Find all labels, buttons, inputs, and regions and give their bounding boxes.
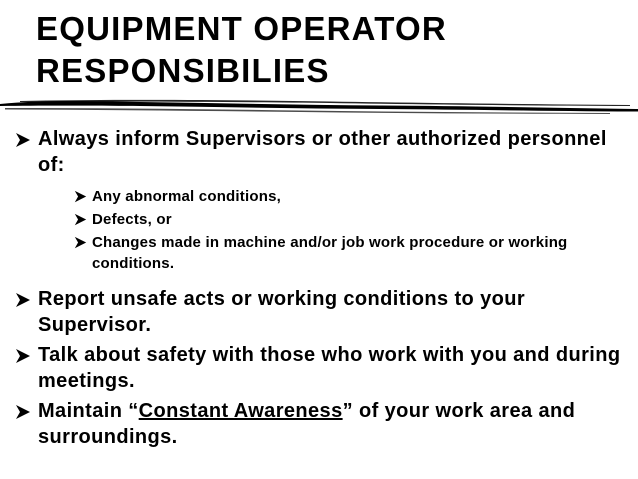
bullet-inform-supervisors (0, 126, 638, 178)
arrowhead-bullet-icon (15, 132, 31, 148)
sub-bullet-text: Defects, or (92, 211, 172, 228)
bullet-text-suffix: ” of your work area and surroundings. (38, 400, 576, 448)
arrowhead-bullet-icon (15, 348, 31, 364)
sub-bullet-text: Any abnormal conditions, (92, 188, 281, 205)
bullet-text: Always inform Supervisors or other authorized personnel of: (38, 128, 607, 176)
bullet-text: Report unsafe acts or working conditions to your Supervisor. (38, 288, 526, 336)
title-line-2: RESPONSIBILIES (36, 52, 330, 89)
bullet-maintain-awareness (0, 398, 638, 450)
title-line-1: EQUIPMENT OPERATOR (36, 10, 447, 47)
sub-bullet-list (0, 186, 638, 274)
arrowhead-bullet-icon (74, 190, 87, 203)
bullet-text-prefix: Maintain “ (38, 400, 139, 422)
bullet-report-unsafe-acts (0, 286, 638, 338)
slide-title (36, 8, 626, 92)
bullet-talk-about-safety (0, 342, 638, 394)
constant-awareness-emphasis: Constant Awareness (138, 400, 343, 422)
slide-content (0, 126, 638, 454)
sub-bullet-defects (0, 209, 612, 230)
arrowhead-bullet-icon (74, 213, 87, 226)
sub-bullet-text: Changes made in machine and/or job work procedure or working conditions. (92, 234, 568, 272)
arrowhead-bullet-icon (15, 292, 31, 308)
sub-bullet-abnormal-conditions (0, 186, 612, 207)
arrowhead-bullet-icon (74, 236, 87, 249)
bullet-text: Talk about safety with those who work with you and during meetings. (38, 344, 621, 392)
sub-bullet-changes (0, 232, 612, 274)
arrowhead-bullet-icon (15, 404, 31, 420)
brush-stroke-divider (0, 92, 638, 116)
